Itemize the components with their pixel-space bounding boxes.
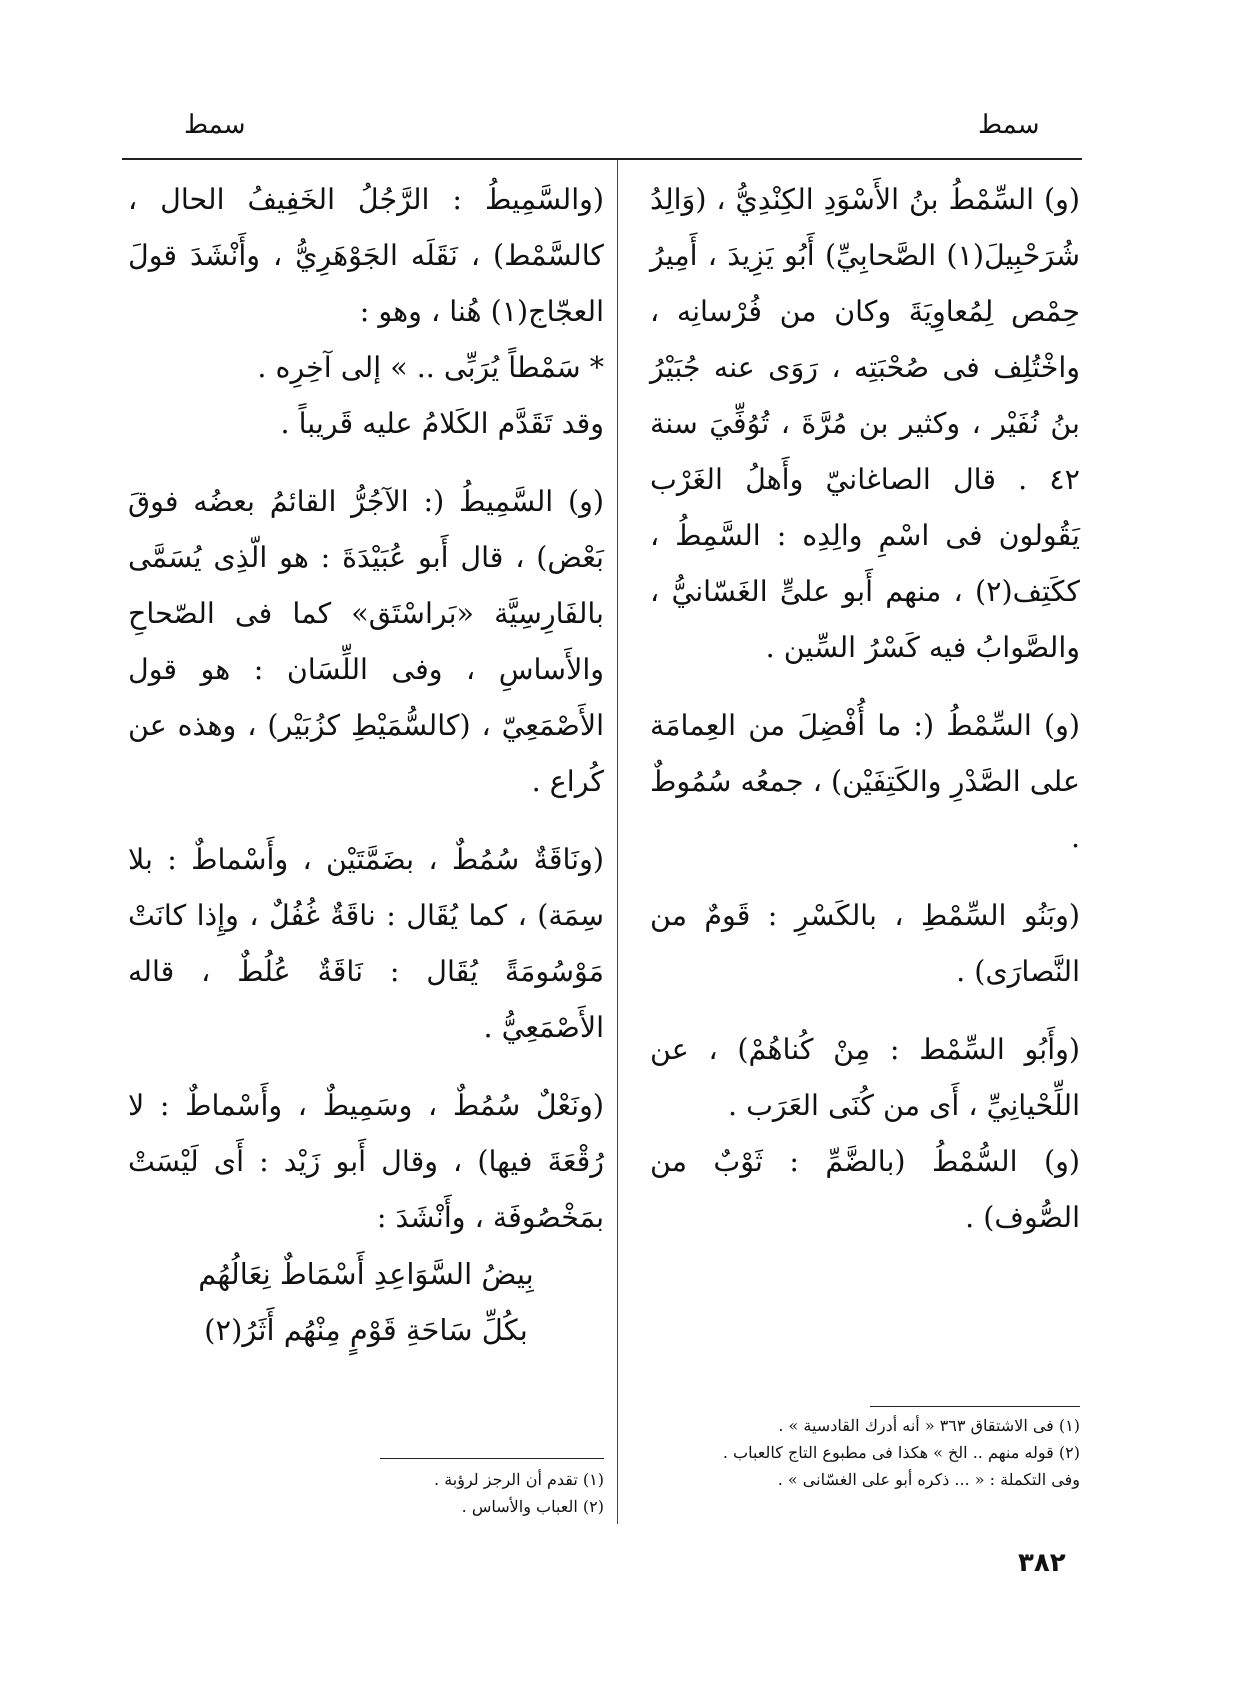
verse-quote: * سَمْطاً يُرَبِّى .. » إلى آخِرِه . [257,351,604,384]
page-number: ٣٨٢ [1018,1548,1066,1578]
running-header-right: سمط [978,110,1040,140]
cross-reference: وقد تَقَدَّم الكَلامُ عليه قَريباً . [280,407,604,440]
poem-line-1: بِيضُ السَّوَاعِدِ أَسْمَاطٌ نِعَالُهُم [198,1257,534,1291]
entry-sumt-wool: (و) السُّمْطُ (بالضَّمِّ : ثَوْبٌ من الصُّوف) . [650,1145,1080,1234]
entry-banu-samt: (وبَنُو السِّمْطِ ، بالكَسْرِ : قَومٌ من النَّصارَى) . [650,899,1080,988]
footnote: (١) تقدم أن الرجز لرؤبة . [434,1470,604,1489]
entry-nal-sumut: (ونَعْلٌ سُمُطٌ ، وسَمِيطٌ ، وأَسْماطٌ : لا رُقْعَةَ فيها) ، وقال أَبو زَيْد : أَى لَيْسَتْ بمَخْصُوفَة ، وأَنْشَدَ : [128,1089,604,1234]
footnotes-left [380,1466,604,1520]
entry-samit-light-man: (والسَّمِيطُ : الرَّجُلُ الخَفِيفُ الحال ، كالسَّمْط) ، نَقَلَه الجَوْهَرِيُّ ، وأَنْشَدَ قولَ العجّاج(١) هُنا ، وهو : [128,183,604,328]
entry-samit-bricks: (و) السَّمِيطُ (: الآجُرُّ القائمُ بعضُه فوقَ بَعْض) ، قال أَبو عُبَيْدَةَ : هو الّذِى يُسَمَّى بالفَارِسِيَّة «بَراسْتَق» كما فى الصّحاحِ والأَساسِ ، وفى اللِّسَان : هو قول الأَصْمَعِيّ ، (كالسُّمَيْطِ كزُبَيْر) ، وهذه عن كُراع . [128,485,604,798]
footnote: وفى التكملة : « ... ذكره أبو على الغسّانى » . [777,1470,1080,1489]
right-column [650,172,1080,1246]
entry-samt-ibn-al-aswad: (و) السِّمْطُ بنُ الأَسْوَدِ الكِنْدِيُّ ، (وَالِدُ شُرَحْبِيلَ(١) الصَّحابِيِّ) أَبُو يَزِيدَ ، أَمِيرُ حِمْص لِمُعاوِيَةَ وكان من فُرْسانِه ، واخْتُلِف فى صُحْبَتِه ، رَوَى عنه جُبَيْرُ بنُ نُفَيْر ، وكثير بن مُرَّةَ ، تُوُفِّيَ سنة ٤٢ . قال الصاغانيّ وأَهلُ الغَرْب يَقُولون فى اسْمِ والِدِه : السَّمِطُ ، ككَتِف(٢) ، منهم أَبو علىٍّ الغَسّانيُّ ، والصَّوابُ فيه كَسْرُ السِّين . [650,183,1080,664]
header-rule [122,158,1082,160]
footnote: (١) فى الاشتقاق ٣٦٣ « أنه أدرك القادسية » . [778,1416,1080,1435]
column-divider [617,160,618,1524]
footnote-rule-left [380,1458,604,1459]
entry-abu-samt: (وأَبُو السِّمْط : مِنْ كُناهُمْ) ، عن اللِّحْيانِيِّ ، أَى من كُنَى العَرَب . [650,1033,1080,1122]
poem-line-2: بكُلِّ سَاحَةِ قَوْمٍ مِنْهُم أَثَرُ(٢) [204,1313,528,1347]
entry-naqa-sumut: (ونَاقَةٌ سُمُطٌ ، بضَمَّتَيْن ، وأَسْماطٌ : بلا سِمَة) ، كما يُقَال : ناقَةٌ غُفُلٌ ، وإِذا كانَتْ مَوْسُومَةً يُقَال : نَاقَةٌ عُلُطٌ ، قاله الأَصْمَعِيُّ . [128,843,604,1044]
running-header-left: سمط [184,110,246,140]
left-column [128,172,604,1358]
entry-samt-turban-end: (و) السِّمْطُ (: ما أُفْضِلَ من العِمامَة على الصَّدْرِ والكَتِفَيْن) ، جمعُه سُمُوطٌ . [650,709,1080,854]
footnote-rule-right [870,1406,1080,1407]
footnote: (٢) العباب والأساس . [461,1497,604,1516]
footnote: (٢) قوله منهم .. الخ » هكذا فى مطبوع التاج كالعباب . [722,1443,1080,1462]
footnotes-right [650,1412,1080,1493]
